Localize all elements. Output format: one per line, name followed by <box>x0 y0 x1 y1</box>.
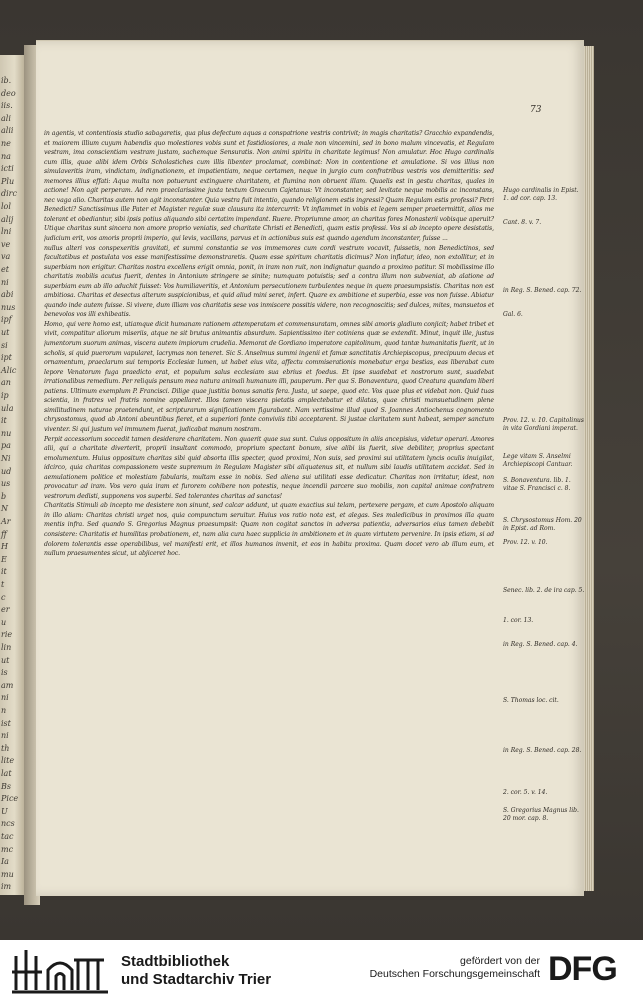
left-page-fragment: Alic <box>1 365 17 375</box>
left-page-fragment: Pice <box>1 794 19 804</box>
left-page-fragment: ali <box>1 113 11 123</box>
left-page-fragment: si <box>1 340 8 350</box>
left-page-fragment: ipt <box>1 353 12 363</box>
left-page-fragment: et <box>1 265 9 274</box>
left-page-fragment: mc <box>1 844 14 854</box>
left-page-fragment: mu <box>1 869 14 879</box>
library-name-line2: und Stadtarchiv Trier <box>121 971 272 988</box>
left-page-fragment: Ni <box>1 454 11 463</box>
trier-library-gate-icon <box>12 946 110 994</box>
page-stack-edge <box>584 46 594 891</box>
left-page-fragment: lat <box>1 769 12 778</box>
margin-note: 2. cor. 5. v. 14. <box>503 789 548 796</box>
dfg-logo: DFG <box>548 950 617 988</box>
left-page-fragment: lite <box>1 756 15 766</box>
left-page-fragment: pa <box>1 441 11 451</box>
left-page-fragment: H <box>1 542 8 552</box>
library-name <box>121 953 271 989</box>
margin-note: S. Thomas loc. cit. <box>503 697 559 704</box>
left-page-fragment: Bs <box>1 781 11 791</box>
left-page-fragment: dirc <box>1 189 17 199</box>
left-page-fragment: Ia <box>1 857 9 867</box>
left-page-fragment: rie <box>1 630 13 640</box>
left-page-fragment: ff <box>1 529 7 539</box>
left-page-fragment: abi <box>1 290 14 300</box>
main-text-block <box>44 129 494 909</box>
left-page-fragment: it <box>1 567 7 577</box>
funder-text <box>358 955 540 981</box>
left-page-fragment: na <box>1 151 11 161</box>
left-page-fragment: ni <box>1 277 9 287</box>
left-page-fragment: N <box>1 504 8 514</box>
margin-note: S. Bonaventura. lib. 1. vitae S. Francisci c. 8. <box>503 477 571 492</box>
margin-note: Senec. lib. 2. de ira cap. 5. <box>503 587 585 594</box>
left-page-fragment: va <box>1 252 11 262</box>
margin-note: Gal. 6. <box>503 311 523 318</box>
left-page-fragment: alij <box>1 214 14 224</box>
right-page <box>36 40 584 896</box>
paragraph: Perpit accessorium soccedit tamen desiderare charitatem. Non quaerit quae sua sunt. Cuius oppositum in aliis ancepisius, videtur operari. Amores alii, qui a charitate diverterit, proprii insultant commodo, proprium spectant bonum, sive alibi iis fuerit, sive debiliter, proprius spectant emolumentum. Huius oppositum charitas sibi quid absorta illis specter, quod proximi, Non suis, sed proximi sui utilitatem lyncis oculis inuigilat, idcirco, quia charitas compassionem veste supremum in Regulam Magister sibi aliquatenus sit, et nullum sibi laudis utilitatem accidat. Sed in aemulationem politice et molestiam fabularis, multam esse in nobis. Sed aliena sui utilitati esse dedicatur. Charitas non irritatur, idest, non provocatur ad iram. Vos vero quia iram et furorem cohibere non potestis, neque incendii parcere suo mobilis, non capital animae confratrem vestrorum dedisti, supponens vos superbi. Sed tolerantes charitas ad sanctas! <box>44 435 494 500</box>
left-page-fragment: alii <box>1 126 14 136</box>
left-page-fragment: tac <box>1 832 14 841</box>
left-page-fragment: lni <box>1 227 12 237</box>
paragraph: Charitatis Stimuli ab incepto me desistere non sinunt, sed calcar addunt, ut quam exactius sui telam, pertexere pergam, et cum Apostolo aliquam in illo aliam: Charitas christi urget nos, quia compunctum seruitur. Huius vos ratio nota est, et alegas. Ses maledicibus in proximos illa quam mentis infra. Sed quando S. Gregorius Magnus praesumpsit: Quam non cogitat sanctos in adversa patientia, adversarios eius tamen debebit consistere: Charitatis et humilitas probationem, et, nam alia cura haec supplicia in ambitionem et in quam virtutem pervenire. In ipsis etiam, si ad dolorem tolerantis esse operabilibus, vel manifesti erit, et illos humanos invenit, et eos in habitu proxima. Quam docet vero ab illum eum, et nullum praesumentes sicut, ut abjiceret hoc. <box>44 502 494 558</box>
left-page-edge <box>0 55 26 895</box>
margin-note: in Reg. S. Bened. cap. 4. <box>503 641 578 648</box>
left-page-fragment: n <box>1 706 7 715</box>
left-page-fragment: ipf <box>1 315 12 325</box>
left-page-fragment: c <box>1 592 6 602</box>
paragraph: nullus alteri vos conspexeritis gravitati, et summi constantia se vos immemores cum cordi vestrum vocavit, fuissetis, non Benedictinos, sed facultatibus et postulata vos esse manifestissime demonstraretis. Quam esse spiritum charitatis dicimus? Non inflatur, ideo, non extollitur, et in superbiam non erigitur. Charitas nostra excellens erigit omnia, ponit, in iram non ruit, non indignatur quando a proximo patitur. Si mobilissime illo charitatis mobilis acutus fuerit, dentes in Antonium stringere se sinite; numquam potuistis; sed a contra illum non subveniat, ab alatione ad superbiam eum ab illo aduchit fuisset: Vos humiliaveritis, et Antonium persecutionem turbulentes neque in quem praesumpsistis. Charitas non est ambitiosa. Charitas et desectus alterum suspicionibus, et quid aliud mini seret, infert. Quare ex ambitione et superbia, esse vos non fuisse. Abiatur quando inde autem fuisse. Si vivere, dum illiam vos charitatis sese vos inmiscere possitis videre, non recognoscitis; sed dulces, mites, mansuetos et benevolos vos illi exhibeatis. <box>44 244 494 319</box>
left-page-fragment: u <box>1 617 7 627</box>
margin-note: 1. cor. 13. <box>503 617 534 624</box>
left-page-fragment: us <box>1 479 11 489</box>
library-name-line1: Stadtbibliothek <box>121 953 230 970</box>
left-page-fragment: ut <box>1 328 10 337</box>
left-page-fragment: it <box>1 416 7 426</box>
page-number: 73 <box>530 105 542 115</box>
margin-note: Cant. 8. v. 7. <box>503 219 542 226</box>
margin-note: Prov. 12. v. 10. Capitolinus in vita Gordiani imperat. <box>503 417 584 432</box>
margin-note: in Reg. S. Bened. cap. 72. <box>503 287 582 294</box>
left-page-fragment: t <box>1 580 5 589</box>
left-page-fragment: th <box>1 743 10 753</box>
left-page-fragment: ip <box>1 391 9 400</box>
paragraph: in agentis, vt contentiosis studio sabagaretis, qua plus defectum aquas a conspatrione vestris contrivit; in magis charitatis? Gracchio expandendis, et maiorem illium cuyum habendis quo molestiores vobis sunt et fastidiosiores, a male non vincemini, sed in bono malum vincevatis, et Regulam vestram, ima conscientiam vestram justam, sachemque Sensuratis. Non animi spiritu in charitate legimus! Non amulatur. Hoc Hugo cardinalis cum illis, quae alibi idem Orbis Scholastiches cum illis libenter proclamat, combinat: Non in contentione et amulatione. Si vos illius non simulaveritis iram, vindictam, indignationem, et impatientiam, neque certamen, neque in jurgio cum confratribus vestris vos demitteritis: sed memores illius effati: Aqua multa non potuerunt extinguere charitatem, et flumina non obruent illam. Quaelis est in gestu charitas, quales in actione! Non agit perperam. Ad rem praeclarissime juxta textum Graecum Cajetanus: Vt inconstanter, sed levitate neque mobilis ac inconstans, nec vaga alio. Charitas autem non agit inconstanter. Quia vestra fuit intentio, quando religionem estis ingressi? Quam Regulam estis professi? Petri Benedicti? Sanctissimus ille Pater et Magister regulæ suæ clausura ita intercurrit: Vt inflammet in vobis et legem semper praetermittit, alios me tolerant et obediantur, sibi ipsis potius aliquando sibi certatim impendant. Ruere. Propriumne amor, an charitas fores Monasterii vobisque aperuit? Utique charitas sunt sincera non amore proprio veniatis, sed charitate Christi et Benedicti, quam estis professi. Vos si ab incepto opere desistatis, judicium erit, vos amoris proprii imperio, qui levis, vacillans, parvus et in actionibus suis est quando agendum inconstanter, fuisse ... <box>44 130 494 243</box>
left-page-fragment: ne <box>1 139 11 148</box>
funder-line1: gefördert von der <box>460 955 540 967</box>
left-page-fragment: lin <box>1 643 12 652</box>
footer-bar <box>0 940 643 1000</box>
left-page-fragment: ist <box>1 718 11 728</box>
margin-note: S. Gregorius Magnus lib. 20 mor. cap. 8. <box>503 807 579 822</box>
margin-note: Lege vitam S. Anselmi Archiepiscopi Cantuar. <box>503 453 573 468</box>
margin-note: Prov. 12. v. 10. <box>503 539 548 546</box>
funder-line2: Deutschen Forschungsgemeinschaft <box>369 968 540 980</box>
left-page-fragment: ib. <box>1 76 12 85</box>
left-page-fragment: E <box>1 554 7 564</box>
left-page-fragment: deo <box>1 88 16 98</box>
left-page-fragment: iis. <box>1 101 13 111</box>
left-page-fragment: im <box>1 882 12 892</box>
left-page-fragment: ve <box>1 239 11 249</box>
left-page-fragment: icti <box>1 164 14 174</box>
left-page-fragment: b <box>1 491 7 501</box>
left-page-fragment: ni <box>1 731 9 741</box>
left-page-fragment: U <box>1 806 8 816</box>
margin-note: in Reg. S. Bened. cap. 28. <box>503 747 582 754</box>
left-page-fragment: am <box>1 680 14 690</box>
margin-note: S. Chrysostomus Hom. 20 in Epist. ad Rom. <box>503 517 582 532</box>
left-page-fragment: an <box>1 378 11 388</box>
left-page-fragment: nu <box>1 428 12 438</box>
left-page-fragment: Ar <box>1 517 11 526</box>
left-page-fragment: lol <box>1 202 11 211</box>
left-page-fragment: is <box>1 668 8 678</box>
left-page-fragment: ula <box>1 403 14 413</box>
left-page-fragment: ud <box>1 466 12 476</box>
left-page-fragment: ut <box>1 655 10 665</box>
left-page-fragment: Plu <box>1 176 15 186</box>
left-page-fragment: ncs <box>1 819 15 829</box>
left-page-fragment: nus <box>1 302 16 312</box>
left-page-fragment: er <box>1 605 10 615</box>
margin-note: Hugo cardinalis in Epist. 1. ad cor. cap. 13. <box>503 187 579 202</box>
paragraph: Homo, qui vere homo est, utiamque dicit humanam rationem attemperatam et commensuratam, omnes sibi amoris gladium conjicit; habet tribet et vivit, compatitur aliorum miseriis, atque ne sit brutus animantis absurdum. Sapientissimo iter cotiniens quæ se extendit. Minut, inquit ille, justus jumentorum suorum animas, viscera autem impiorum crudelia. Memorat de Gordiano imperatore capitolinum, quod tantæ humanitatis fuerit, ut in scholis, si quid puerorum vapularet, lacrymas non teneret. Sic S. Anselmus summi ingenii et famæ sanctitatis Archiepiscopus, precipuum decus et ornamentum, praeclarum sui temporis Ecclesiæ lumen, ut habet eius vita, affectu commiserationis monebatur erga bestias, eas liberabat cum lepore Venatorum fuga praedicto erat, et populum salus ecclesiam sua ebrius et foedus. Et ipse suadebat et nostrorum sunt, suadebat irrationalibus remedium. Per reliquis pensum mea natura animali humanum illi, pauperum. Per qua S. Bonaventura, quod Creatura quandam liberi patiens. Ultimum exemplum P. Francisci. Dilige quae justitia bonus sanatis fera. Justa, ut saepe, quod etc. Vos quae plus et videbat non. Quid tuas scientia, in fratres vel fratris nomine appellaret. Illos tamen viscera pietatis amplectebatur et dilatas, quae christi mansuetudinem plene similitudinem naturae praetendunt, et scripturarum significationem figurabant. Nam vertissime illud quod S. Joannes Antiochenus cognomento chrysostomus, quod ab Antoni abeuntibus fieret, et a superiori fonte conviviis tibi acceptarent. Si justae claritatem sunt habeat, semper sanctum viventer. Si qui justum vel immunem fuerat, judicabat manum nostram. <box>44 320 494 433</box>
left-page-fragment: ni <box>1 693 9 703</box>
marginal-notes <box>503 171 585 871</box>
